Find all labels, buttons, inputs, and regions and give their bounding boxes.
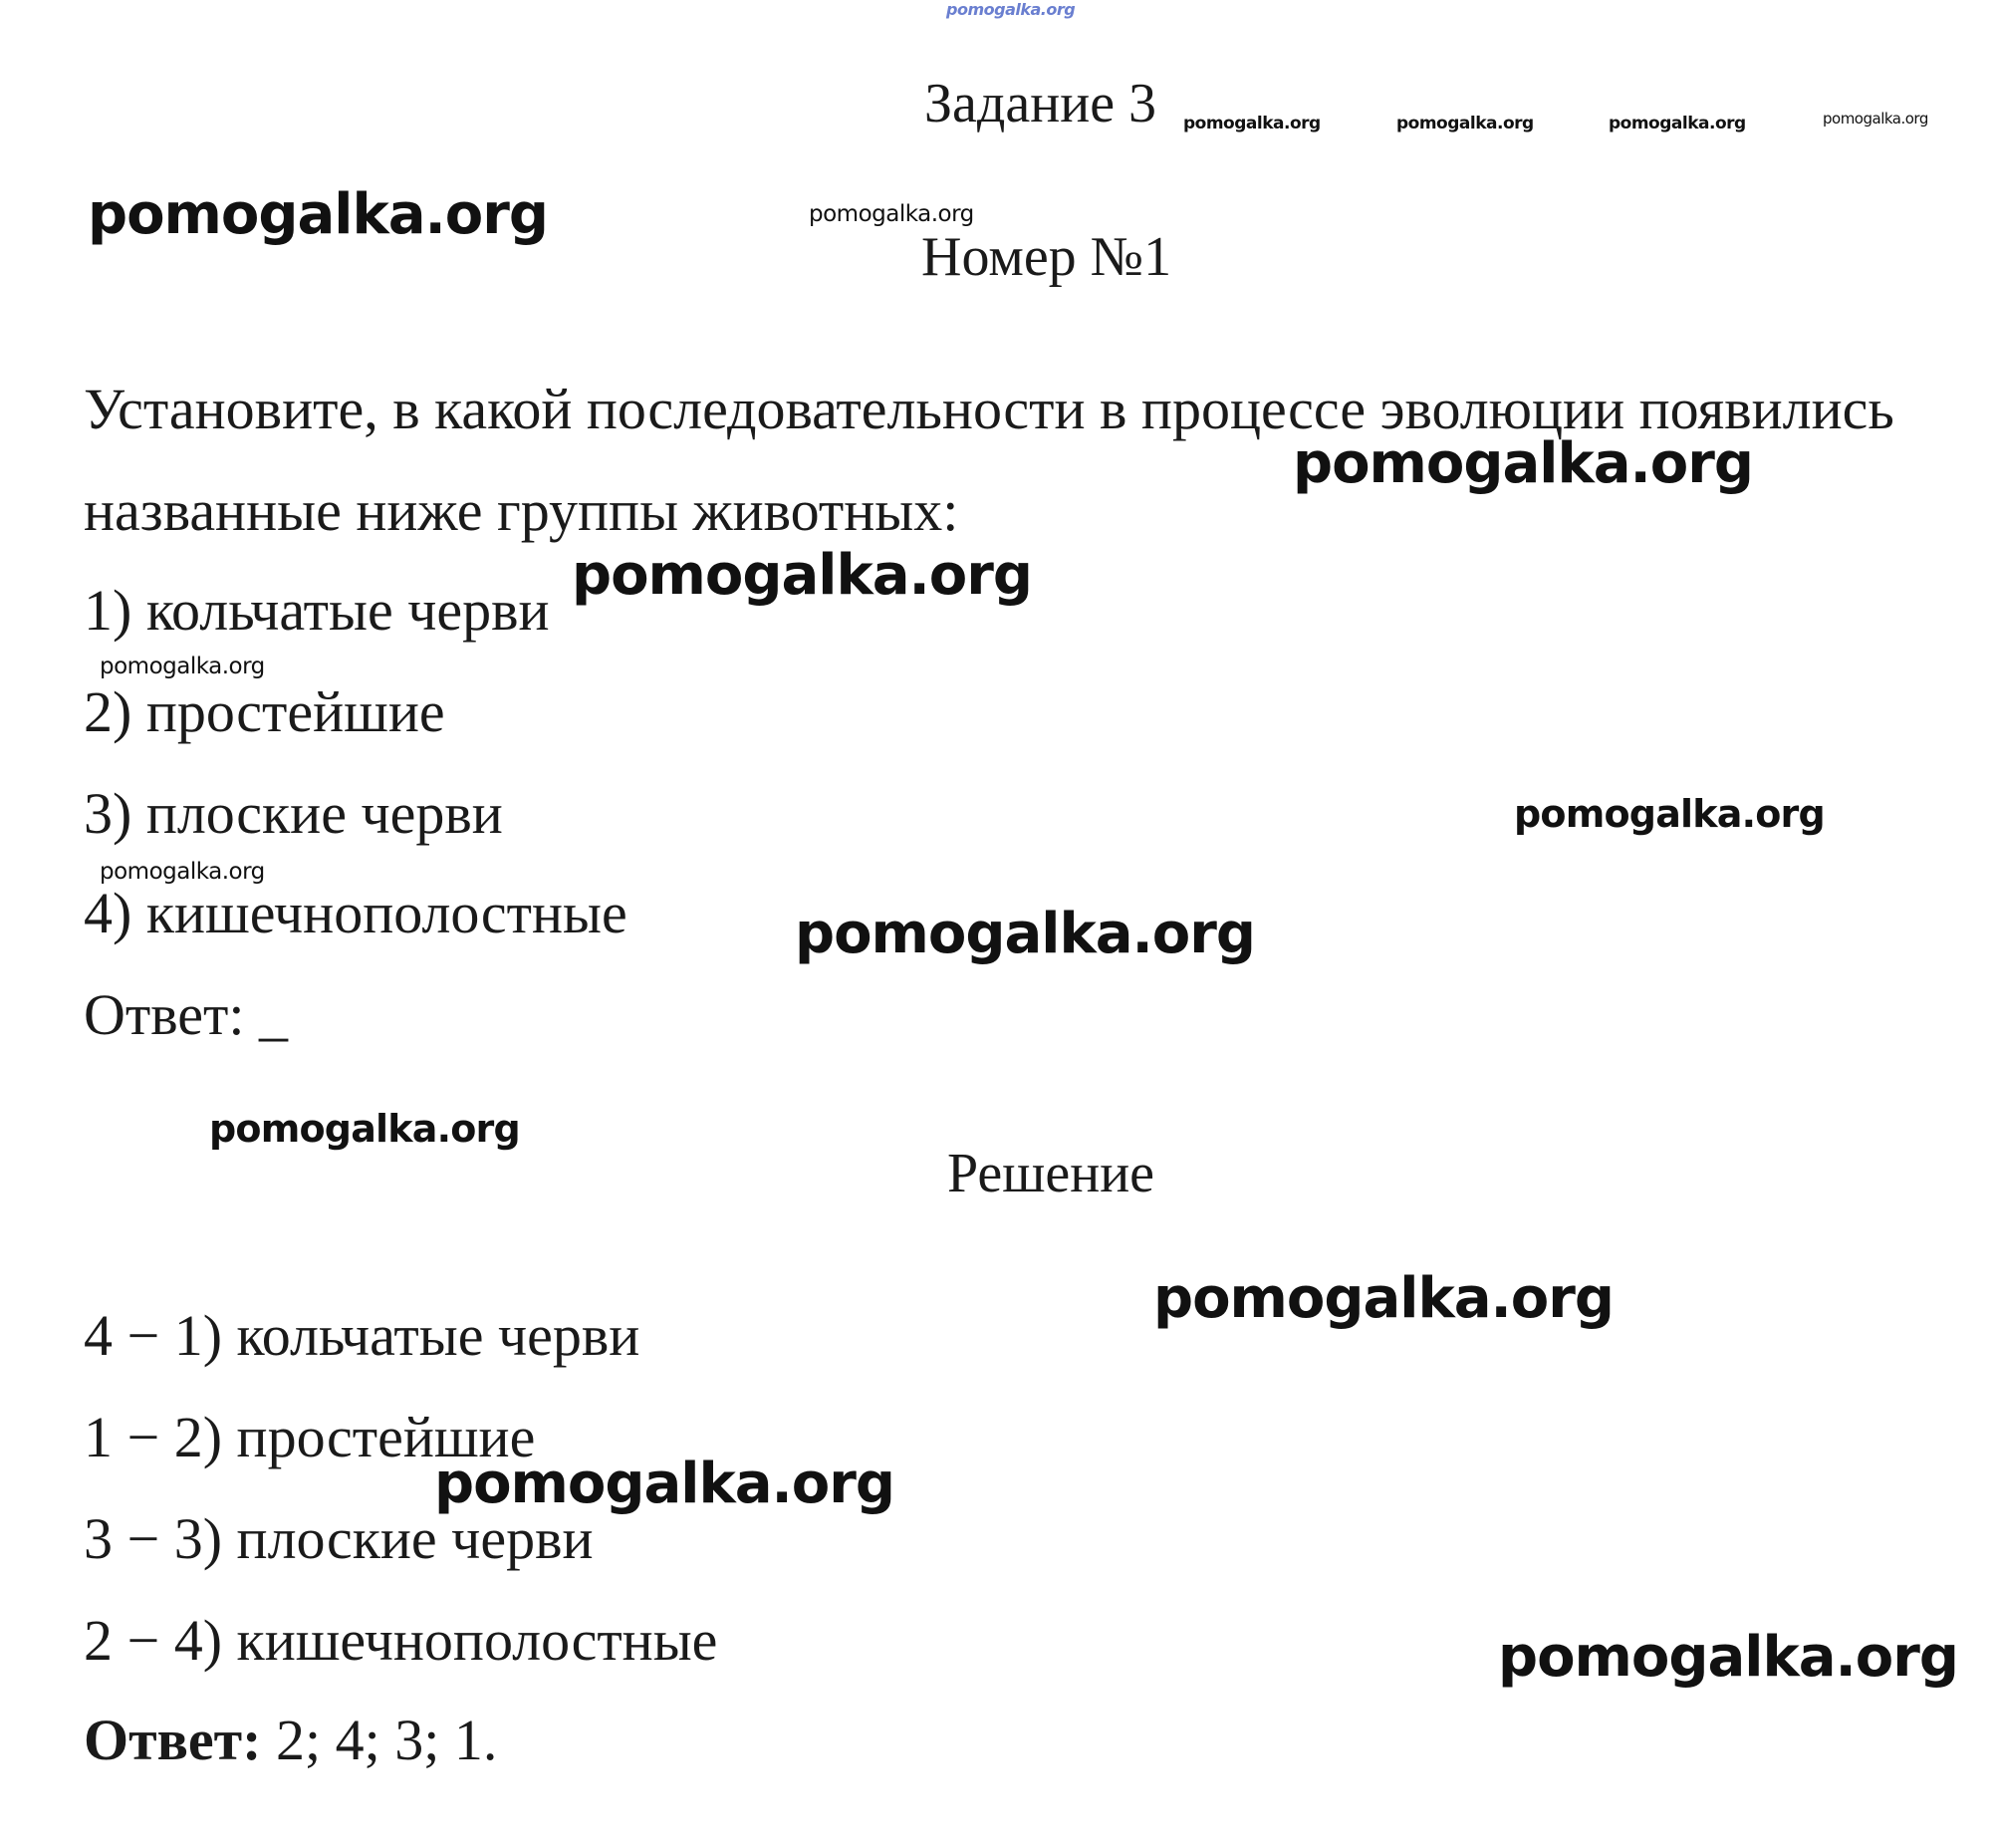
watermark-option-1: pomogalka.org [572, 543, 1032, 608]
final-answer-label: Ответ: [84, 1708, 262, 1772]
watermark-solution-right: pomogalka.org [1153, 1266, 1614, 1331]
solution-title: Решение [947, 1143, 1155, 1204]
watermark-solution-middle: pomogalka.org [434, 1452, 894, 1516]
watermark-small-1: pomogalka.org [100, 654, 265, 679]
answer-blank: Ответ: _ [84, 982, 288, 1047]
watermark-question-right: pomogalka.org [1293, 431, 1753, 496]
solution-line-4: 2 − 4) кишечнополостные [84, 1608, 718, 1673]
option-2: 2) простейшие [84, 679, 445, 744]
watermark-header-1: pomogalka.org [1183, 114, 1321, 133]
solution-line-2: 1 − 2) простейшие [84, 1405, 536, 1469]
watermark-header-3: pomogalka.org [1609, 114, 1746, 133]
solution-line-1: 4 − 1) кольчатые черви [84, 1303, 640, 1368]
number-title: Номер №1 [921, 226, 1172, 288]
watermark-header-4: pomogalka.org [1823, 110, 1928, 128]
watermark-top: pomogalka.org [946, 0, 1076, 19]
final-answer-value: 2; 4; 3; 1. [261, 1708, 498, 1772]
task-title: Задание 3 [924, 73, 1157, 134]
watermark-before-solution: pomogalka.org [209, 1107, 520, 1151]
final-answer [84, 1708, 498, 1772]
watermark-bottom-right: pomogalka.org [1498, 1625, 1958, 1690]
watermark-option-4: pomogalka.org [795, 902, 1255, 966]
watermark-big-left: pomogalka.org [88, 182, 548, 247]
watermark-option-3-right: pomogalka.org [1514, 792, 1825, 836]
option-1: 1) кольчатые черви [84, 578, 550, 643]
question-line-2: названные ниже группы животных: [84, 478, 959, 543]
option-3: 3) плоские черви [84, 781, 503, 846]
watermark-number: pomogalka.org [809, 201, 974, 227]
question-line-1: Установите, в какой последовательности в процессе эволюции появились [84, 377, 1894, 441]
solution-line-3: 3 − 3) плоские черви [84, 1506, 594, 1571]
option-4: 4) кишечнополостные [84, 881, 627, 945]
watermark-header-2: pomogalka.org [1396, 114, 1534, 133]
watermark-small-2: pomogalka.org [100, 859, 265, 885]
